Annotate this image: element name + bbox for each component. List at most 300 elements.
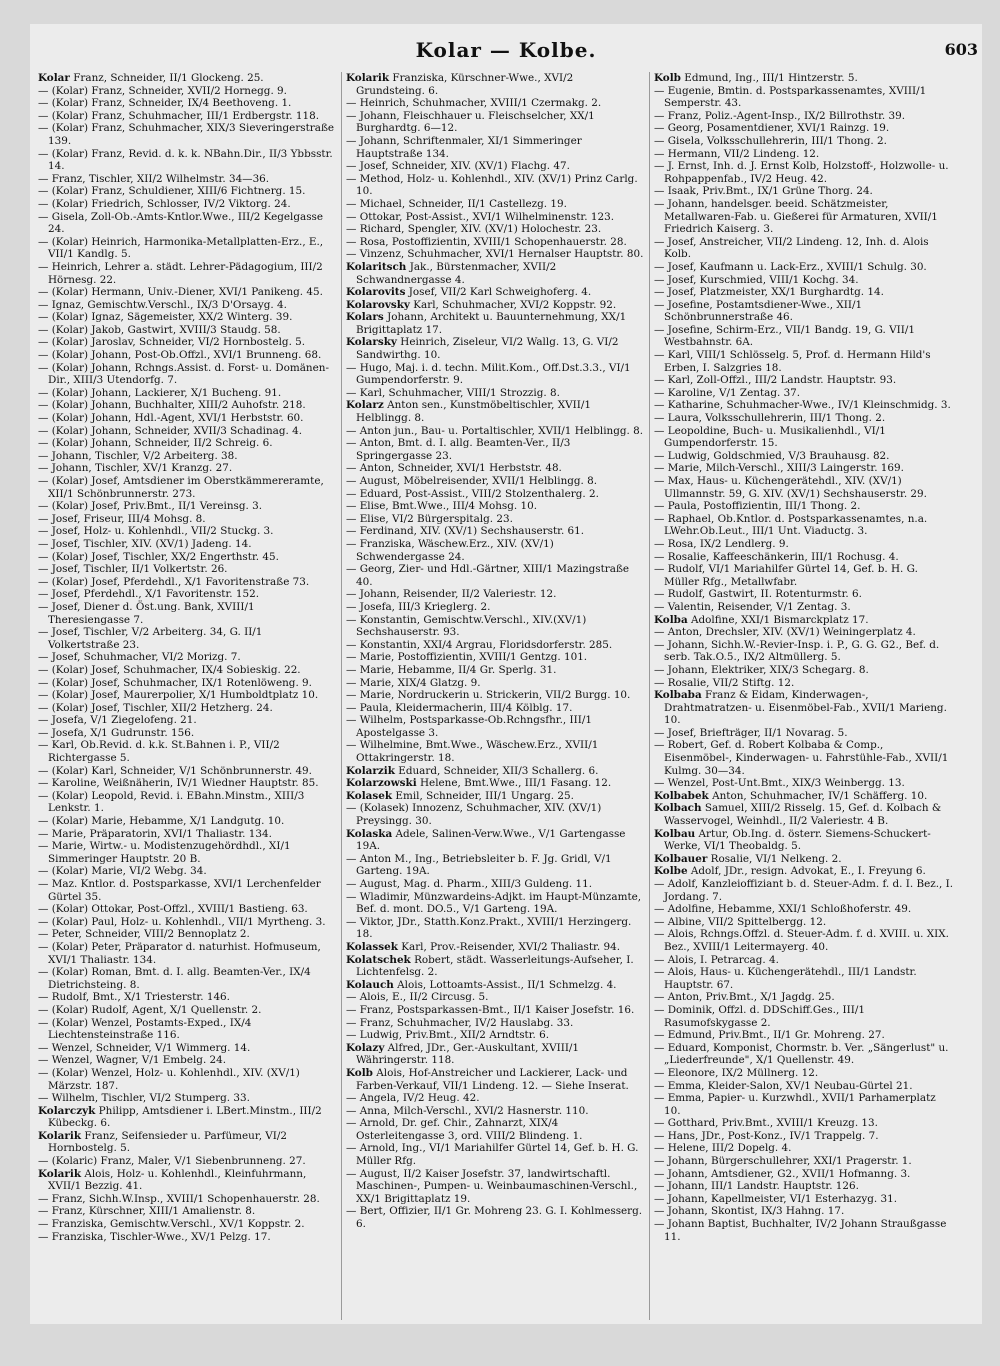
entry-text: — Wenzel, Schneider, V/1 Wimmerg. 14. [38,1041,251,1054]
entry-columns [34,72,978,1320]
entry-text: — Ottokar, Post-Assist., XVI/1 Wilhelminenstr. 123. [346,210,615,223]
directory-entry [654,928,954,953]
entry-text: — Karl, VIII/1 Schlösselg. 5, Prof. d. Hermann Hild's Erben, I. Salzgries 18. [654,349,931,374]
directory-entry [38,311,337,324]
directory-entry [38,1155,337,1168]
entry-text: — Josef, Platzmeister, XX/1 Burghardtg. 14. [654,286,884,299]
entry-text: — (Kolasek) Innozenz, Schuhmacher, XIV. (XV/1) Preysingg. 30. [346,802,602,828]
directory-entry [38,362,337,387]
entry-text: — Konstantin, XXI/4 Argrau, Floridsdorferstr. 285. [346,638,613,651]
entry-text: — (Kolar) Ottokar, Post-Offzl., XVIII/1 Bastieng. 63. [38,903,308,916]
directory-entry [38,576,337,589]
directory-entry [346,891,645,916]
entry-text: — Eduard, Post-Assist., VIII/2 Stolzenthalerg. 2. [346,487,599,500]
entry-text: — Richard, Spengler, XIV. (XV/1) Holochestr. 23. [346,223,602,236]
entry-text: — (Kolar) Josef, Pferdehdl., X/1 Favoritenstraße 73. [38,575,310,588]
entry-text: — Karl, Schuhmacher, VIII/1 Strozzig. 8. [346,386,560,399]
entry-text: — Rudolf, Gastwirt, II. Rotenturmstr. 6. [654,588,862,601]
entry-text: — (Kolar) Roman, Bmt. d. I. allg. Beamten-Ver., IX/4 Dietrichsteing. 8. [38,966,311,991]
directory-entry [654,1180,954,1193]
directory-entry [654,1155,954,1168]
entry-text: — Isaak, Priv.Bmt., IX/1 Grüne Thorg. 24. [654,185,873,198]
entry-text: Jak., Bürstenmacher, XVII/2 Schwandnergasse 4. [356,260,557,286]
entry-text: — Adolfine, Hebamme, XXI/1 Schloßhoferstr. 49. [654,903,912,916]
directory-entry [38,1092,337,1105]
entry-text: — Georg, Posamentdiener, XVI/1 Rainzg. 19. [654,122,890,135]
entry-text: — Emma, Kleider-Salon, XV/1 Neubau-Gürtel 21. [654,1079,913,1092]
directory-entry [38,462,337,475]
directory-entry [38,916,337,929]
entry-text: — Franz, Sichh.W.Insp., XVIII/1 Schopenhauerstr. 28. [38,1192,320,1205]
directory-entry [654,1193,954,1206]
directory-entry [38,450,337,463]
directory-entry [654,614,954,627]
directory-entry [38,1205,337,1218]
entry-text: — Josef, Schuhmacher, VI/2 Morizg. 7. [38,651,241,664]
directory-entry [346,714,645,739]
entry-surname: Kolbauer [654,852,708,865]
entry-text: — Josef, Tischler, V/2 Arbeiterg. 34, G. II/1 Volkertstraße 23. [38,626,263,651]
directory-entry [654,1080,954,1093]
directory-entry [38,513,337,526]
entry-text: — Josef, Tischler, XIV. (XV/1) Jadeng. 14. [38,537,252,550]
directory-entry [654,551,954,564]
directory-entry [654,1029,954,1042]
directory-entry [654,878,954,903]
entry-text: Heinrich, Ziseleur, VI/2 Wallg. 13, G. VI/2 Sandwirthg. 10. [356,336,619,362]
directory-entry [38,765,337,778]
entry-text: Franz, Schneider, II/1 Glockeng. 25. [73,72,264,84]
directory-entry [346,828,645,853]
entry-text: — Wilhelmine, Bmt.Wwe., Wäschew.Erz., XVII/1 Ottakringerstr. 18. [346,739,599,765]
entry-text: — Karoline, Weißnäherin, IV/1 Wiedner Hauptstr. 85. [38,777,319,790]
entry-text: — Konstantin, Gemischtw.Verschl., XIV.(XV/1) Sechshauserstr. 93. [346,613,587,639]
entry-surname: Kolba [654,613,688,626]
directory-entry [346,1142,645,1167]
directory-entry [654,349,954,374]
entry-text: — Johann, Schriftenmaler, XI/1 Simmeringer Hauptstraße 134. [346,134,582,160]
entry-surname: Kolauch [346,978,394,991]
directory-entry [654,916,954,929]
entry-text: Edmund, Ing., III/1 Hintzerstr. 5. [684,72,858,84]
entry-text: — Eleonore, IX/2 Müllnerg. 12. [654,1066,819,1079]
entry-text: — (Kolar) Rudolf, Agent, X/1 Quellenstr. 2. [38,1003,262,1016]
entry-text: — (Kolar) Johann, Post-Ob.Offzl., XVI/1 Brunneng. 68. [38,349,322,362]
entry-text: — (Kolar) Josef, Tischler, XII/2 Hetzherg. 24. [38,701,273,714]
entry-text: — Anton, Bmt. d. I. allg. Beamten-Ver., II/3 Springergasse 23. [346,437,571,462]
directory-entry [654,236,954,261]
directory-entry [38,211,337,236]
entry-text: — Josef, Friseur, III/4 Mohsg. 8. [38,512,206,525]
entry-surname: Kolarik [38,1167,82,1180]
directory-entry [346,97,645,110]
entry-text: — Johann, Elektriker, XIX/3 Schegarg. 8. [654,663,869,676]
directory-entry [346,765,645,778]
entry-text: — Laura, Volksschullehrerin, III/1 Thong. 2. [654,412,886,425]
entry-text: — Wilhelm, Tischler, VI/2 Stumperg. 33. [38,1092,250,1105]
entry-text: — (Kolar) Josef, Tischler, XX/2 Engerthstr. 45. [38,550,279,563]
entry-surname: Kolbaba [654,689,702,702]
entry-text: — Johann, handelsger. beeid. Schätzmeister, Metallwaren-Fab. u. Gießerei für Armaturen, XVII/1 Friedrich Kaiserg. 3. [654,197,938,236]
directory-entry [654,739,954,777]
entry-text: — (Kolar) Johann, Rchngs.Assist. d. Forst- u. Domänen-Dir., XIII/3 Utendorfg. 7. [38,361,329,387]
entry-text: — (Kolar) Josef, Schuhmacher, IX/4 Sobieskig. 22. [38,663,301,676]
entry-text: — Josefa, X/1 Gudrunstr. 156. [38,726,195,739]
directory-entry [38,122,337,147]
directory-entry [38,828,337,841]
entry-text: — (Kolar) Franz, Schuhmacher, III/1 Erdbergstr. 118. [38,109,320,122]
entry-text: Philipp, Amtsdiener i. LBert.Minstm., III/2 Kübeckg. 6. [48,1104,322,1130]
entry-surname: Kolassek [346,940,398,953]
entry-text: — Marie, Präparatorin, XVI/1 Thaliastr. 134. [38,827,272,840]
entry-text: — Elise, VI/2 Bürgerspitalg. 23. [346,512,513,525]
entry-text: — (Kolar) Johann, Hdl.-Agent, XVI/1 Herbststr. 60. [38,412,304,425]
entry-text: — Johann Baptist, Buchhalter, IV/2 Johann Straußgasse 11. [654,1218,947,1243]
entry-text: Eduard, Schneider, XII/3 Schallerg. 6. [398,764,599,777]
directory-entry [346,223,645,236]
directory-entry [346,513,645,526]
directory-entry [654,450,954,463]
directory-entry [654,1042,954,1067]
entry-surname: Kolarsky [346,336,397,349]
directory-entry [654,1067,954,1080]
entry-text: — Anton jun., Bau- u. Portaltischler, XVII/1 Helblingg. 8. [346,424,644,437]
entry-text: — (Kolar) Franz, Schuldiener, XIII/6 Fichtnerg. 15. [38,185,306,198]
directory-entry [654,727,954,740]
directory-entry [346,236,645,249]
directory-entry [38,1105,337,1130]
entry-text: — (Kolar) Franz, Schneider, XVII/2 Hornegg. 9. [38,84,287,97]
directory-entry [346,299,645,312]
entry-text: — Anton, Drechsler, XIV. (XV/1) Weiningerplatz 4. [654,626,916,639]
directory-entry [38,97,337,110]
directory-entry [38,324,337,337]
entry-text: Alois, Lottoamts-Assist., II/1 Schmelzg. 4. [397,978,617,991]
entry-text: — Edmund, Priv.Bmt., II/1 Gr. Mohreng. 27. [654,1029,885,1042]
entry-text: — Johann, Fleischhauer u. Fleischselcher, XX/1 Burghardtg. 6—12. [346,109,595,135]
entry-text: — Franziska, Tischler-Wwe., XV/1 Pelzg. 17. [38,1230,271,1243]
entry-surname: Kolarzowski [346,777,417,790]
entry-text: — (Kolar) Marie, VI/2 Webg. 34. [38,865,207,878]
entry-text: Artur, Ob.Ing. d. österr. Siemens-Schuckert-Werke, VI/1 Theobaldg. 5. [664,827,931,853]
directory-entry [38,349,337,362]
entry-text: — Alois, I. Petrarcag. 4. [654,953,779,966]
directory-entry [654,865,954,878]
directory-entry [38,664,337,677]
entry-surname: Kolaska [346,827,393,840]
directory-entry [346,954,645,979]
entry-text: — August, II/2 Kaiser Josefstr. 37, landwirtschaftl. Maschinen-, Pumpen- u. Weinbaumaschinen-Verschl., XX/1 Brigittaplatz 19. [346,1167,638,1205]
entry-text: — Alois, Haus- u. Küchengerätehdl., III/1 Landstr. Hauptstr. 67. [654,966,917,991]
entry-text: — Hermann, VII/2 Lindeng. 12. [654,147,820,160]
directory-entry [38,538,337,551]
entry-surname: Kolarz [346,399,384,412]
directory-entry [38,903,337,916]
entry-text: — Johann, Skontist, IX/3 Hahng. 17. [654,1205,845,1218]
directory-entry [346,1067,645,1092]
entry-text: — Marie, Nordruckerin u. Strickerin, VII/2 Burgg. 10. [346,689,631,702]
entry-text: Anton sen., Kunstmöbeltischler, XVII/1 Helblingg. 8. [356,399,591,425]
entry-text: — (Kolar) Johann, Schneider, XVII/3 Schadinag. 4. [38,424,303,437]
directory-entry [654,185,954,198]
directory-entry [38,966,337,991]
directory-entry [346,211,645,224]
directory-entry [346,437,645,462]
entry-text: — Josef, Kurschmied, VIII/1 Kochg. 34. [654,273,859,286]
directory-entry [346,500,645,513]
directory-entry [38,626,337,651]
entry-text: Emil, Schneider, III/1 Ungarg. 25. [395,789,574,802]
directory-entry [346,1004,645,1017]
directory-entry [346,1168,645,1206]
entry-text: — Viktor, JDr., Statth.Konz.Prakt., XVIII/1 Herzingerg. 18. [346,915,632,941]
directory-entry [38,286,337,299]
directory-entry [654,563,954,588]
entry-surname: Kolaritsch [346,260,407,273]
entry-surname: Kolbach [654,802,702,815]
entry-text: — Anton, Priv.Bmt., X/1 Jagdg. 25. [654,991,835,1004]
entry-text: — Ignaz, Gemischtw.Verschl., IX/3 D'Orsayg. 4. [38,298,287,311]
directory-entry [654,387,954,400]
directory-entry [38,727,337,740]
directory-entry [38,475,337,500]
directory-entry [346,853,645,878]
directory-entry [346,135,645,160]
directory-entry [654,601,954,614]
page-title: Kolar — Kolbe. [415,38,597,62]
directory-entry [38,185,337,198]
directory-entry [38,299,337,312]
entry-text: — Raphael, Ob.Kntlor. d. Postsparkassenamtes, n.a. LWehr.Ob.Leut., III/1 Unt. Viaductg. 3. [654,512,928,538]
entry-text: Franziska, Kürschner-Wwe., XVI/2 Grundsteing. 6. [356,72,574,97]
directory-entry [654,677,954,690]
directory-entry [346,399,645,424]
directory-entry [346,462,645,475]
directory-entry [654,777,954,790]
directory-entry [654,412,954,425]
entry-text: Samuel, XIII/2 Risselg. 15, Gef. d. Kolbach & Wasservogel, Weinhdl., II/2 Valeriestr. 4 B. [664,802,942,828]
directory-entry [38,941,337,966]
entry-surname: Kolarovits [346,286,406,299]
column-2 [342,72,650,1320]
directory-entry [654,1205,954,1218]
directory-entry [346,979,645,992]
directory-entry [38,689,337,702]
entry-text: — Josef, Kaufmann u. Lack-Erz., XVIII/1 Schulg. 30. [654,260,927,273]
entry-text: — (Kolar) Jaroslav, Schneider, VI/2 Hornbostelg. 5. [38,336,306,349]
page-header [30,38,982,66]
directory-entry [346,588,645,601]
entry-text: — Johann, Sichh.W.-Revier-Insp. i. P., G. G. G2., Bef. d. serb. Tak.O.5., IX/2 Altmüllerg. 5. [654,638,940,664]
entry-text: — (Kolar) Marie, Hebamme, X/1 Landgutg. 10. [38,815,285,828]
directory-entry [654,72,954,85]
entry-text: — Franz, Poliz.-Agent-Insp., IX/2 Billrothstr. 39. [654,109,906,122]
entry-text: — Ludwig, Priv.Bmt., XII/2 Arndtstr. 6. [346,1029,550,1042]
directory-entry [38,739,337,764]
entry-text: — Josef, Pferdehdl., X/1 Favoritenstr. 152. [38,588,260,601]
directory-entry [654,639,954,664]
directory-entry [38,173,337,186]
entry-text: Josef, VII/2 Karl Schweighoferg. 4. [408,286,592,299]
directory-entry [654,500,954,513]
directory-entry [346,538,645,563]
entry-text: — (Kolaric) Franz, Maler, V/1 Siebenbrunneng. 27. [38,1155,306,1168]
directory-entry [38,399,337,412]
directory-entry [38,714,337,727]
entry-text: — Eugenie, Bmtin. d. Postsparkassenamtes, XVIII/1 Semperstr. 43. [654,84,927,110]
directory-entry [654,828,954,853]
directory-entry [346,1092,645,1105]
entry-text: — Johann, Tischler, XV/1 Kranzg. 27. [38,462,233,475]
directory-entry [38,563,337,576]
entry-text: — Marie, Hebamme, II/4 Gr. Sperlg. 31. [346,663,557,676]
entry-text: — Katharine, Schuhmacher-Wwe., IV/1 Kleinschmidg. 3. [654,399,951,412]
entry-text: — Josef, Diener d. Öst.ung. Bank, XVIII/1 Theresiengasse 7. [38,600,255,626]
entry-text: — Rosalie, VII/2 Stiftg. 12. [654,676,795,689]
entry-text: Karl, Prov.-Reisender, XVI/2 Thaliastr. 94. [401,940,621,953]
directory-entry [38,425,337,438]
directory-entry [654,1168,954,1181]
directory-entry [38,790,337,815]
directory-entry [654,462,954,475]
entry-surname: Kolbau [654,827,696,840]
directory-entry [654,790,954,803]
entry-text: — Franziska, Gemischtw.Verschl., XV/1 Koppstr. 2. [38,1218,305,1231]
directory-entry [346,1117,645,1142]
directory-entry [38,500,337,513]
directory-entry [38,72,337,85]
directory-entry [38,815,337,828]
directory-entry [38,1054,337,1067]
directory-entry [38,387,337,400]
directory-entry [346,198,645,211]
entry-text: — Heinrich, Schuhmacher, XVIII/1 Czermakg. 2. [346,97,602,110]
directory-entry [654,425,954,450]
directory-entry [346,689,645,702]
entry-text: — Vinzenz, Schuhmacher, XVI/1 Hernalser Hauptstr. 80. [346,248,644,261]
directory-entry [654,110,954,123]
entry-surname: Kolb [654,72,681,84]
entry-text: — Valentin, Reisender, V/1 Zentag. 3. [654,600,851,613]
entry-text: — Hugo, Maj. i. d. techn. Milit.Kom., Off.Dst.3.3., VI/1 Gumpendorferstr. 9. [346,361,631,387]
entry-text: — Georg, Zier- und Hdl.-Gärtner, XIII/1 Mazingstraße 40. [346,563,630,588]
directory-entry [38,198,337,211]
directory-entry [38,551,337,564]
entry-text: Alois, Hof-Anstreicher und Lackierer, Lack- und Farben-Verkauf, VII/1 Lindeng. 12. — Siehe Inserat. [356,1066,629,1092]
directory-entry [38,261,337,286]
directory-entry [346,362,645,387]
directory-entry [38,148,337,173]
entry-text: — Franziska, Wäschew.Erz., XIV. (XV/1) Schwendergasse 24. [346,537,554,563]
entry-text: — (Kolar) Franz, Revid. d. k. k. NBahn.Dir., II/3 Ybbsstr. 14. [38,147,333,173]
directory-entry [654,991,954,1004]
entry-text: — Karl, Zoll-Offzl., III/2 Landstr. Hauptstr. 93. [654,374,897,387]
entry-text: — Gotthard, Priv.Bmt., XVIII/1 Kreuzg. 13. [654,1117,878,1130]
entry-text: — Elise, Bmt.Wwe., III/4 Mohsg. 10. [346,500,538,513]
directory-entry [654,1117,954,1130]
entry-text: — Alois, Rchngs.Offzl. d. Steuer-Adm. f. d. XVIII. u. XIX. Bez., XVIII/1 Leitermayerg. 40. [654,928,949,953]
column-3 [650,72,958,1320]
entry-text: — Marie, Wirtw.- u. Modistenzugehördhdl., XI/1 Simmeringer Hauptstr. 20 B. [38,840,291,865]
entry-surname: Kolb [346,1066,373,1079]
directory-entry [654,626,954,639]
directory-entry [346,651,645,664]
entry-text: Franz & Eidam, Kinderwagen-, Drahtmatratzen- u. Eisenmöbel-Fab., XVII/1 Marieng. 10. [664,689,947,727]
entry-text: — Karl, Ob.Revid. d. k.k. St.Bahnen i. P., VII/2 Richtergasse 5. [38,739,280,765]
directory-entry [346,525,645,538]
entry-text: — Wladimir, Münzwardeins-Adjkt. im Haupt-Münzamte, Bef. d. mont. DO.5., V/1 Garteng. 19A. [346,890,642,916]
directory-entry [654,853,954,866]
directory-entry [346,664,645,677]
entry-text: — Wilhelm, Postsparkasse-Ob.Rchngsfhr., III/1 Apostelgasse 3. [346,714,592,739]
entry-text: — (Kolar) Karl, Schneider, V/1 Schönbrunnerstr. 49. [38,764,312,777]
entry-text: — Josef, Anstreicher, VII/2 Lindeng. 12, Inh. d. Alois Kolb. [654,235,929,261]
entry-text: Adele, Salinen-Verw.Wwe., V/1 Gartengasse 19A. [356,827,626,853]
entry-text: — Anna, Milch-Verschl., XVI/2 Hasnerstr. 110. [346,1104,589,1117]
entry-text: Adolfine, XXI/1 Bismarckplatz 17. [691,613,869,626]
entry-text: — Michael, Schneider, II/1 Castellezg. 19. [346,197,567,210]
entry-text: — Josef, Schneider, XIV. (XV/1) Flachg. 47. [346,160,570,173]
directory-entry [38,110,337,123]
entry-text: — Franz, Postsparkassen-Bmt., II/1 Kaiser Josefstr. 16. [346,1003,635,1016]
directory-entry [38,1193,337,1206]
entry-text: — August, Mag. d. Pharm., XIII/3 Guldeng. 11. [346,878,593,890]
entry-text: — Josef, Briefträger, II/1 Novarag. 5. [654,726,848,739]
entry-text: — Rosa, IX/2 Lendlerg. 9. [654,537,789,550]
directory-entry [654,954,954,967]
directory-entry [38,412,337,425]
directory-entry [38,878,337,903]
entry-surname: Kolarik [346,72,390,84]
entry-text: Helene, Bmt.Wwe., III/1 Fasang. 12. [419,777,612,790]
entry-text: — Arnold, Ing., VI/1 Mariahilfer Gürtel 14, Gef. b. H. G. Müller Rfg. [346,1142,639,1168]
entry-text: — Gisela, Volksschullehrerin, III/1 Thong. 2. [654,134,887,147]
entry-text: — Arnold, Dr. gef. Chir., Zahnarzt, XIX/4 Osterleitengasse 3, ord. VIII/2 Blindeng. 1. [346,1117,583,1142]
directory-entry [346,311,645,336]
directory-entry [654,122,954,135]
entry-text: — Method, Holz- u. Kohlenhdl., XIV. (XV/1) Prinz Carlg. 10. [346,172,638,198]
directory-entry [346,72,645,97]
entry-text: — Gisela, Zoll-Ob.-Amts-Kntlor.Wwe., III/2 Kegelgasse 24. [38,210,324,236]
directory-entry [346,916,645,941]
directory-entry [38,840,337,865]
directory-entry [346,1029,645,1042]
entry-text: — (Kolar) Josef, Schuhmacher, IX/1 Rotenlöweng. 9. [38,676,312,689]
entry-text: — Heinrich, Lehrer a. städt. Lehrer-Pädagogium, III/2 Hörnesg. 22. [38,260,323,286]
entry-text: — Marie, Milch-Verschl., XIII/3 Laingerstr. 169. [654,462,904,475]
entry-text: — Maz. Kntlor. d. Postsparkasse, XVI/1 Lerchenfelder Gürtel 35. [38,878,321,903]
directory-entry [654,324,954,349]
entry-text: — Karoline, V/1 Zentag. 37. [654,386,801,399]
directory-entry [654,513,954,538]
entry-text: Alfred, JDr., Ger.-Auskultant, XVIII/1 Währingerstr. 118. [356,1041,580,1067]
directory-entry [38,437,337,450]
directory-entry [654,1092,954,1117]
entry-text: — J. Ernst, Inh. d. J. Ernst Kolb, Holzstoff-, Holzwolle- u. Rohpappenfab., IV/2 Heug. 42. [654,160,949,185]
directory-entry [346,110,645,135]
directory-entry [346,1042,645,1067]
directory-entry [654,802,954,827]
directory-entry [654,1004,954,1029]
directory-entry [654,299,954,324]
directory-entry [346,1105,645,1118]
directory-entry [654,274,954,287]
directory-entry [654,1142,954,1155]
entry-text: — Franz, Schuhmacher, IV/2 Hauslabg. 33. [346,1016,574,1029]
entry-surname: Kolarik [38,1129,82,1142]
entry-text: — (Kolar) Johann, Lackierer, X/1 Bucheng. 91. [38,386,282,399]
directory-entry [38,1218,337,1231]
